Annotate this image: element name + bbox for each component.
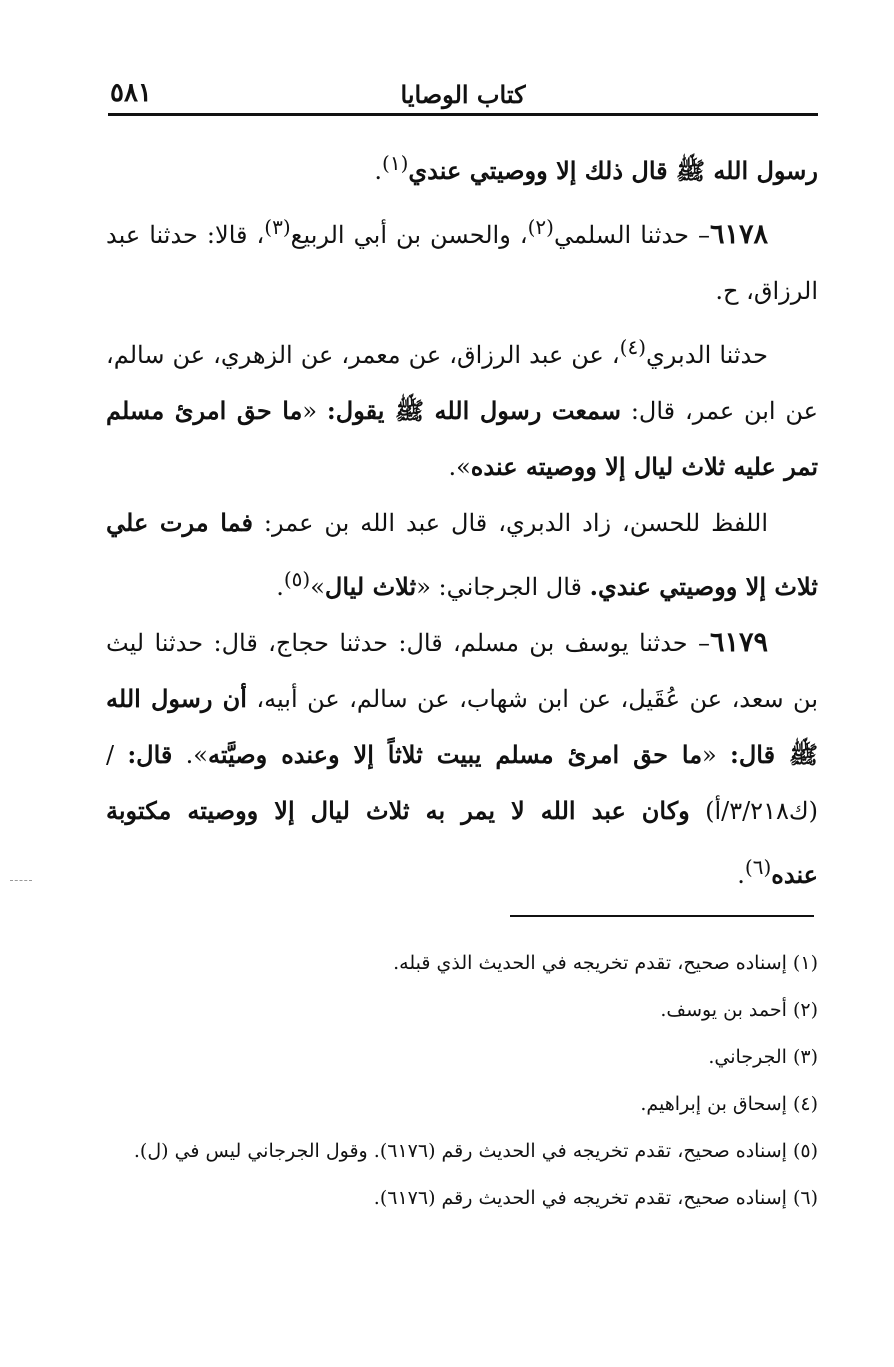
footnote-ref-6: (٦) <box>744 855 772 879</box>
footnote-ref-5: (٥) <box>283 567 311 591</box>
main-text <box>106 135 818 903</box>
text-bold: قال: <box>127 740 173 769</box>
hadith-6178 <box>106 199 818 319</box>
footnote-ref-2: (٢) <box>527 215 554 239</box>
text: – حدثنا يوسف بن مسلم، قال: حدثنا حجاج، قال: حدثنا ليث بن سعد، عن عُقَيل، عن ابن شهاب، عن سالم، عن أبيه، <box>106 629 818 713</box>
text: ». <box>448 453 471 481</box>
text-bold: سمعت رسول الله ﷺ يقول: <box>326 396 622 425</box>
text-bold: ثلاث ليال <box>324 572 417 601</box>
hadith-6179: ٦١٧٩– حدثنا يوسف بن مسلم، قال: حدثنا حجاج، قال: حدثنا ليث بن سعد، عن عُقَيل، عن ابن شهاب، عن سالم، عن أبيه، أن رسول الله ﷺ قال: «ما حق امرئ مسلم يبيت ثلاثاً إلا وعنده وصيَّته». قال: / (ك٣/٢١٨/أ) وكان عبد الله لا يمر به ثلاث ليال إلا ووصيته مكتوبة عنده$^{(٦)}$. <box>106 627 819 889</box>
paragraph-dabari <box>106 319 818 495</box>
text-bold: أن رسول الله ﷺ قال: <box>106 684 818 769</box>
text: « <box>302 397 327 425</box>
text: / (ك٣/٢١٨/أ) <box>106 741 819 825</box>
text-bold: وكان عبد الله لا يمر به ثلاث ليال إلا ووصيته مكتوبة عنده <box>106 796 818 889</box>
paragraph-lafz: اللفظ للحسن، زاد الدبري، قال عبد الله بن عمر: فما مرت علي ثلاث إلا ووصيتي عندي. قال الجرجاني: «ثلاث ليال»$^{(٥)}$. <box>106 508 818 601</box>
paragraph-continuation: رسول الله ﷺ قال ذلك إلا ووصيتي عندي$^{(١)}$. <box>374 151 818 185</box>
text: ، عن عبد الرزاق، عن معمر، عن الزهري، عن سالم، عن ابن عمر، قال: <box>106 341 818 425</box>
footnote-ref-1: (١) <box>382 151 409 175</box>
footnote-5: (٥) إسناده صحيح، تقدم تخريجه في الحديث رقم (٦١٧٦). وقول الجرجاني ليس في (ل). <box>133 1140 818 1162</box>
text: « <box>702 741 730 769</box>
footnotes <box>106 940 818 1222</box>
page-number: ٥٨١ <box>110 78 152 108</box>
text: – حدثنا السلمي <box>553 221 710 249</box>
page-header <box>108 78 818 114</box>
text: حدثنا الدبري <box>646 341 768 369</box>
text: ، قالا: حدثنا عبد الرزاق، ح. <box>106 221 818 305</box>
text-bold: رسول الله ﷺ قال ذلك إلا ووصيتي عندي <box>408 156 818 185</box>
footnote-6: (٦) إسناده صحيح، تقدم تخريجه في الحديث رقم (٦١٧٦). <box>373 1187 818 1209</box>
text: ». <box>185 741 208 769</box>
text: ، والحسن بن أبي الربيع <box>290 221 528 249</box>
hadith-text: ما حق امرئ مسلم يبيت ثلاثاً إلا وعنده وصيَّته <box>207 740 703 769</box>
text-bold: فما مرت علي ثلاث إلا ووصيتي عندي. <box>106 508 818 601</box>
footnote-4: (٤) إسحاق بن إبراهيم. <box>640 1093 818 1115</box>
header-rule <box>108 113 818 116</box>
margin-mark <box>10 880 32 881</box>
text: اللفظ للحسن، زاد الدبري، قال عبد الله بن عمر: <box>252 509 768 537</box>
footnote-ref-3: (٣) <box>264 215 291 239</box>
hadith-number: ٦١٧٩ <box>709 627 768 658</box>
footnote-separator <box>510 915 814 917</box>
footnote-2: (٢) أحمد بن يوسف. <box>660 999 818 1021</box>
text: » <box>310 573 325 601</box>
hadith-text: ما حق امرئ مسلم تمر عليه ثلاث ليال إلا ووصيته عنده <box>106 396 818 481</box>
footnote-ref-4: (٤) <box>619 335 647 359</box>
text: قال الجرجاني: « <box>416 573 590 601</box>
hadith-number: ٦١٧٨ <box>709 219 768 250</box>
footnote-3: (٣) الجرجاني. <box>708 1046 818 1068</box>
chapter-title: كتاب الوصايا <box>400 80 526 109</box>
footnote-1: (١) إسناده صحيح، تقدم تخريجه في الحديث الذي قبله. <box>393 952 818 974</box>
